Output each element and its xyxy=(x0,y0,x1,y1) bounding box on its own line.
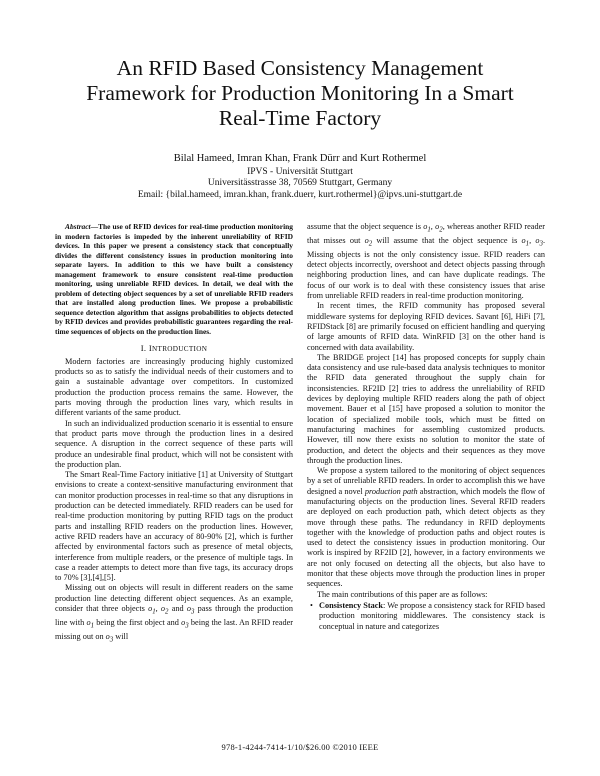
text: , xyxy=(155,603,158,613)
affiliation: IPVS - Universität Stuttgart xyxy=(247,166,353,177)
paper-title xyxy=(40,56,560,131)
math-o3 xyxy=(181,617,189,630)
paragraph: In such an individualized production scenario it is essential to ensure that product parts move through the production lines in a desired sequence. A disruption in the correct sequence of these parts will produce an undesirable final product, which will not be consistent with the production plan. xyxy=(55,418,293,469)
text: , xyxy=(430,222,433,231)
subscript: 1 xyxy=(90,622,95,630)
abstract-label: Abstract xyxy=(65,222,91,231)
var: o xyxy=(186,603,191,613)
var: o xyxy=(435,222,440,231)
var: o xyxy=(521,235,526,245)
title-line-1: An RFID Based Consistency Management xyxy=(116,56,484,80)
address: Universitässtrasse 38, 70569 Stuttgart, Germany xyxy=(207,178,393,189)
var: o xyxy=(86,617,91,627)
text: pass through the production line with xyxy=(55,603,294,627)
paragraph: The BRIDGE project [14] has proposed concepts for supply chain data consistency and use rule-based data analysis techniques to monitor the RFID data generated throughout the supply chain for inconsistencies. RF2ID [2] tries to address the unreliability of RFID devices by deploying multiple RFID readers along the path of object movement. Bauer et al [15] have proposed a solution to monitor the location of specialized mobile tools, which must be fitted on manufacturing machines for assembling customized products. However, till now there exists no solution to monitor the state of production, and detect the objects and their sequences as they move through the production lines. xyxy=(307,352,545,465)
section-initial: I xyxy=(148,342,153,353)
subscript: 2 xyxy=(368,240,373,248)
abstract-text: —The use of RFID devices for real-time production monitoring in modern factories is impeded by the inherent unreliability of RFID devices. In this paper we present a consistency stack that conceptually divides the different consistency issues in production monitoring into separate layers. In addition to this we have built a consistency management framework to ensure consistent real-time production monitoring, using unreliable RFID devices. In detail, we deal with the problem of detecting object sequences by a set of unreliable RFID readers that are installed along production lines. We propose a probabilistic sequence detection algorithm that assigns probabilities to objects detected by RFID devices and provides probabilistic guarantees regarding the real-time sequences of objects on the production lines. xyxy=(55,222,293,337)
paragraph: Modern factories are increasingly producing highly customized products so as to satisfy the individual needs of their customers and to gain a sustainable advantage over competitors. In customized production the production process remains the same. However, the parts moving through the production lines vary, which results in different variants of the same product. xyxy=(55,356,293,418)
var: o xyxy=(160,603,166,613)
subscript: 2 xyxy=(165,608,169,616)
paragraph-missing-objects xyxy=(55,583,293,645)
section-number: I. xyxy=(140,342,147,353)
right-column xyxy=(307,222,545,632)
text: abstraction, which models the flow of manufacturing objects on the production lines. Several RFID readers are deployed on each production path, which detect objects as they move through these paths. The redundancy in RFID deployments together with the knowledge of production paths and object routes is used to detect the consistency issues in production monitoring. Our work is inspired by RF2ID [2], however, in a factory environments we are not only focused on detecting all the objects, but also have to monitor that these objects move through the production lines in proper sequences. xyxy=(307,486,545,589)
paragraph: The main contributions of this paper are as follows: xyxy=(317,589,488,599)
bullet-text: : We propose a consistency stack for RFID based production monitoring middlewares. The consistency stack is conceptual in nature and categorizes xyxy=(319,600,545,631)
paragraph: The Smart Real-Time Factory initiative [1] at University of Stuttgart envisions to create a context-sensitive manufacturing environment that can monitor production processes in real-time so that any disruptions in production can be detected immediately. RFID readers can be used for real-time production monitoring by putting RFID tags on the product parts and installing RFID readers on the production lines. However, active RFID readers have an accuracy of 80-90% [2], which is further affected by environmental factors such as presence of metal objects, interference from multiple readers, or the presence of multiple tags. In case a reader attempts to detect more than five tags, its accuracy drops to 70% [3],[4],[5]. xyxy=(55,470,293,583)
bullet-icon: • xyxy=(310,600,313,610)
text: being the last. An RFID reader missing out on xyxy=(55,617,293,641)
paragraph: In recent times, the RFID community has proposed several middleware systems for deploying RFID devices. Savant [6], HiFi [7], RFIDStack [8] are primarily focused on efficient handling and querying of large amounts of RFID data. WinRFID [3] on the other hand is concerned with data availability. xyxy=(307,301,545,352)
var: o xyxy=(423,222,428,231)
math-o2 xyxy=(160,603,169,616)
math-o1 xyxy=(148,603,156,616)
left-column xyxy=(55,222,293,646)
text: , xyxy=(529,235,532,245)
paragraph-proposal xyxy=(307,466,545,590)
author-block xyxy=(40,153,560,201)
math-o1 xyxy=(86,617,95,630)
abstract xyxy=(55,222,293,337)
math-o2 xyxy=(435,222,443,234)
text: will xyxy=(113,631,129,641)
subscript: 3 xyxy=(539,240,543,248)
var: o xyxy=(148,603,153,613)
text: will assume that the object sequence is xyxy=(372,235,522,245)
text: and xyxy=(171,603,184,613)
subscript: 2 xyxy=(439,226,443,234)
text: We propose a system tailored to the monitoring of object sequences by a set of unreliable RFID readers. In order to accomplish this we have designed a novel xyxy=(307,466,545,496)
math-o1 xyxy=(521,235,530,248)
subscript: 1 xyxy=(525,240,530,248)
section-title: NTRODUCTION xyxy=(152,344,208,353)
text: assume that the object sequence is xyxy=(307,222,424,231)
var: o xyxy=(535,235,540,245)
math-o1 xyxy=(423,222,431,234)
var: o xyxy=(105,631,110,641)
text: . Missing objects is not the only consistency issue. RFID readers can detect objects incorrectly, overshoot and detect objects passing through neighboring production lines, and can have duplicate readings. The focus of our work is to deal with these consistency issues that arise from unreliable RFID readers in real-time production monitoring. xyxy=(307,235,546,301)
subscript: 1 xyxy=(427,226,431,234)
bullet-heading: Consistency Stack xyxy=(319,600,383,610)
subscript: 3 xyxy=(109,636,114,644)
subscript: 1 xyxy=(152,608,156,616)
copyright-footer: 978-1-4244-7414-1/10/$26.00 ©2010 IEEE xyxy=(221,742,379,752)
subscript: 3 xyxy=(185,622,189,630)
list-item xyxy=(307,601,545,632)
title-line-3: Real-Time Factory xyxy=(218,106,382,130)
var: o xyxy=(364,235,369,245)
author-names: Bilal Hameed, Imran Khan, Frank Dürr and Kurt Rothermel xyxy=(173,153,427,164)
text: Missing out on objects will result in different readers on the same production line detecting different object sequences. As an example, consider that three objects xyxy=(55,583,293,613)
var: o xyxy=(181,617,186,627)
math-o3 xyxy=(535,235,543,248)
section-heading-introduction xyxy=(55,343,293,354)
text: being the first object and xyxy=(94,617,182,627)
text: , whereas another RFID reader that misses out xyxy=(307,222,545,245)
email: Email: {bilal.hameed, imran.khan, frank.duerr, kurt.rothermel}@ipvs.uni-stuttgart.de xyxy=(137,189,463,200)
subscript: 3 xyxy=(191,608,195,616)
paragraph-continued xyxy=(307,222,545,301)
title-line-2: Framework for Production Monitoring In a Smart xyxy=(86,81,514,105)
emphasis: production path xyxy=(364,486,418,496)
